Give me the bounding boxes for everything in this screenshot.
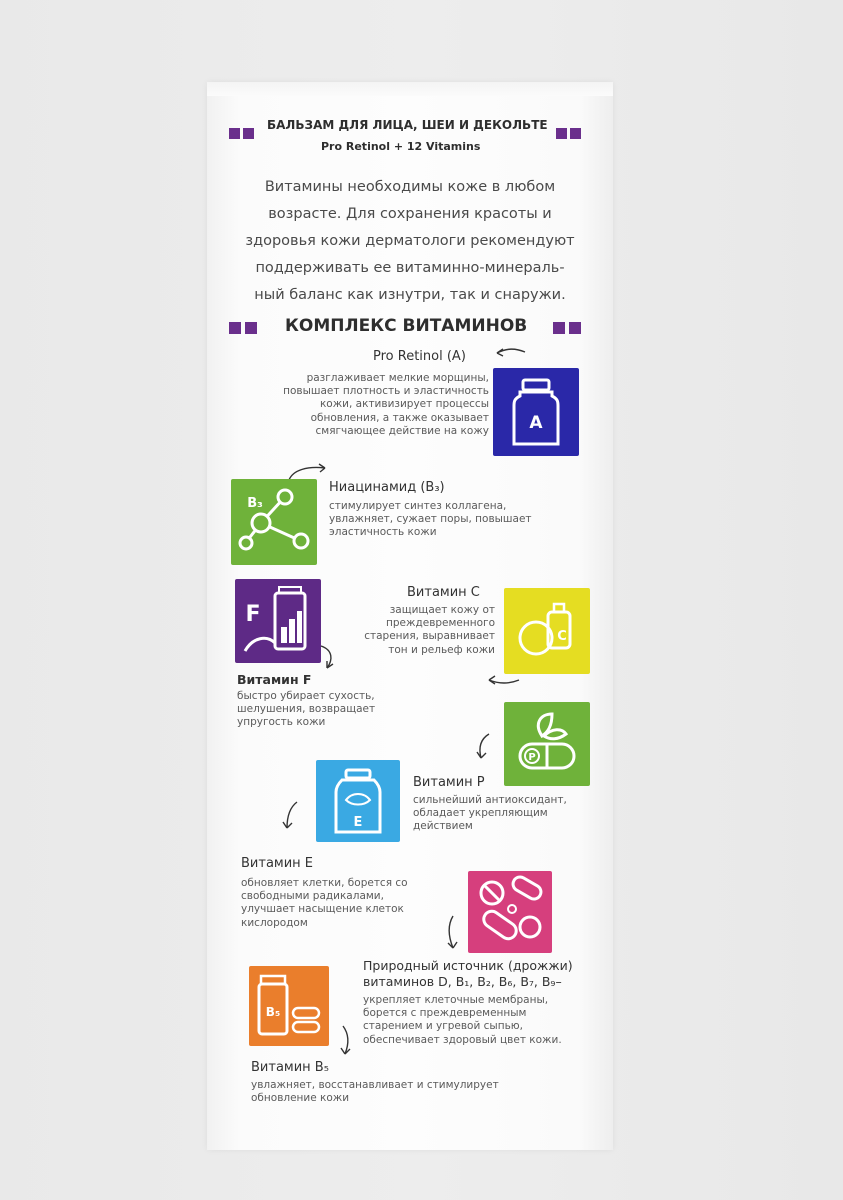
- intro-line: поддерживать ее витаминно-минераль-: [255, 260, 565, 276]
- vitamin-p-letter: P: [528, 752, 536, 763]
- vitamin-e-desc: обновляет клетки, борется со свободными радикалами, улучшает насыщение клеток кислородом: [241, 877, 408, 929]
- vitamin-b3-icon: [231, 479, 317, 565]
- leaf-capsule-icon: [504, 702, 590, 786]
- vitamin-f-desc: быстро убирает сухость, шелушения, возвращает упругость кожи: [237, 690, 376, 729]
- vitamin-a-icon: [493, 368, 579, 456]
- vitamin-b3-desc: стимулирует синтез коллагена, увлажняет, сужает поры, повышает эластичность кожи: [329, 500, 532, 539]
- jar-icon: [493, 368, 579, 456]
- vitamin-a-letter: A: [529, 413, 543, 433]
- arrow-icon: [443, 912, 463, 952]
- vitamin-b5-title: Витамин B₅: [251, 1060, 329, 1075]
- vitamin-c-title: Витамин C: [407, 585, 480, 600]
- vitamin-a-desc: разглаживает мелкие морщины, повышает плотность и эластичность кожи, активизирует процессы обновления, а также оказывает смягчающее действие на кожу: [283, 372, 489, 437]
- yeast-icon: [468, 871, 552, 953]
- section-decor-square: [245, 322, 257, 334]
- vitamin-c-letter: C: [557, 629, 567, 644]
- intro-line: возрасте. Для сохранения красоты и: [268, 206, 552, 222]
- section-decor-square: [229, 322, 241, 334]
- vitamin-b5-icon: [249, 966, 329, 1046]
- vitamin-f-letter: F: [245, 602, 261, 627]
- vitamin-b5-letter: B₅: [265, 1005, 281, 1019]
- vitamin-a-title: Pro Retinol (A): [373, 349, 466, 364]
- intro-line: здоровья кожи дерматологи рекомендуют: [245, 233, 575, 249]
- box-top-edge: [207, 82, 613, 96]
- yeast-title-line-2: витаминов D, B₁, B₂, B₆, B₇, B₉–: [363, 974, 562, 989]
- arrow-icon: [483, 672, 523, 690]
- citrus-icon: [504, 588, 590, 674]
- header-decor-square: [229, 128, 240, 139]
- vitamin-p-title: Витамин P: [413, 775, 485, 790]
- vitamin-e-letter: E: [353, 815, 363, 830]
- vitamin-c-desc: защищает кожу от преждевременного старения, выравнивает тон и рельеф кожи: [364, 604, 495, 656]
- vitamin-b3-title: Ниацинамид (B₃): [329, 480, 445, 495]
- yeast-title-line-1: Природный источник (дрожжи): [363, 958, 573, 973]
- vitamin-p-desc: сильнейший антиоксидант, обладает укрепляющим действием: [413, 794, 567, 833]
- section-title: КОМПЛЕКС ВИТАМИНОВ: [285, 316, 528, 336]
- arrow-icon: [279, 798, 301, 832]
- intro-line: Витамины необходимы коже в любом: [264, 179, 556, 195]
- header-decor-square: [570, 128, 581, 139]
- product-box: [207, 82, 613, 1150]
- arrow-icon: [471, 730, 493, 762]
- vitamin-e-title: Витамин E: [241, 856, 314, 871]
- arrow-icon: [493, 344, 527, 360]
- intro-text: [207, 174, 613, 309]
- header-decor-square: [556, 128, 567, 139]
- bottle-icon: [316, 760, 400, 842]
- molecule-icon: [231, 479, 317, 565]
- vitamin-p-icon: [504, 702, 590, 786]
- section-decor-square: [569, 322, 581, 334]
- header-decor-square: [243, 128, 254, 139]
- vitamin-c-icon: [504, 588, 590, 674]
- vitamin-f-icon: [235, 579, 321, 663]
- section-decor-square: [553, 322, 565, 334]
- arrow-icon: [317, 642, 339, 672]
- vitamin-e-icon: [316, 760, 400, 842]
- product-title: БАЛЬЗАМ ДЛЯ ЛИЦА, ШЕИ И ДЕКОЛЬТЕ: [267, 118, 548, 132]
- yeast-desc: укрепляет клеточные мембраны, борется с преждевременным старением и угревой сыпью, обеспечивает здоровый цвет кожи.: [363, 994, 562, 1046]
- arrow-icon: [337, 1022, 353, 1058]
- intro-line: ный баланс как изнутри, так и снаружи.: [254, 287, 566, 303]
- jar-pills-icon: [249, 966, 329, 1046]
- pills-icon: [468, 871, 552, 953]
- vitamin-b5-desc: увлажняет, восстанавливает и стимулирует обновление кожи: [251, 1079, 499, 1105]
- product-subtitle: Pro Retinol + 12 Vitamins: [321, 140, 481, 153]
- bottle-chart-icon: [235, 579, 321, 663]
- vitamin-b3-letter: B₃: [247, 496, 263, 511]
- vitamin-f-title: Витамин F: [237, 672, 312, 687]
